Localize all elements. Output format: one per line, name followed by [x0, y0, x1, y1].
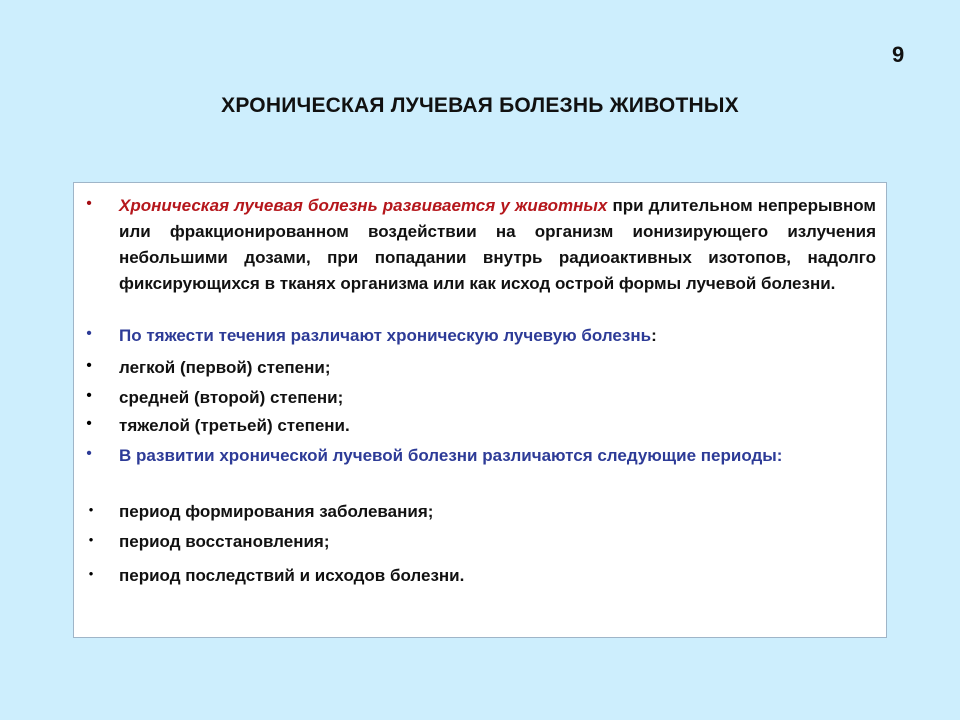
slide-title: ХРОНИЧЕСКАЯ ЛУЧЕВАЯ БОЛЕЗНЬ ЖИВОТНЫХ	[221, 94, 739, 117]
severity-2-text: средней (второй) степени;	[119, 388, 344, 407]
bullet-icon: •	[88, 502, 94, 517]
bullet-icon: •	[86, 357, 92, 374]
bullet-icon: •	[86, 445, 92, 462]
severity-1-text: легкой (первой) степени;	[119, 358, 331, 377]
bullet-icon: •	[86, 195, 92, 212]
bullet-icon: •	[86, 325, 92, 342]
content-box	[73, 182, 887, 638]
severity-intro-label: По тяжести течения различают хроническую лучевую болезнь	[119, 326, 652, 345]
period-3-text: период последствий и исходов болезни.	[119, 566, 465, 585]
bullet-icon: •	[88, 532, 94, 547]
severity-intro-text	[119, 323, 876, 349]
bullet-icon: •	[86, 387, 92, 404]
definition-term: Хроническая лучевая болезнь	[119, 196, 378, 215]
slide-number: 9	[892, 42, 905, 67]
bullet-icon: •	[88, 566, 94, 581]
definition-text	[119, 193, 876, 297]
severity-intro-suffix: :	[651, 326, 657, 345]
period-2-text: период восстановления;	[119, 532, 330, 551]
definition-rest: при длительном непрерывном или фракционированном воздействии на организм ионизирующего излучения небольшими дозами, при попадании внутрь радиоактивных изотопов, надолго фиксирующихся в тканях организма или как исход острой формы лучевой болезни.	[119, 196, 876, 293]
bullet-icon: •	[86, 415, 92, 432]
severity-3-text: тяжелой (третьей) степени.	[119, 416, 350, 435]
periods-intro-text: В развитии хронической лучевой болезни различаются следующие периоды:	[119, 446, 783, 465]
definition-verb-phrase: развивается у животных	[382, 196, 608, 215]
period-1-text: период формирования заболевания;	[119, 502, 434, 521]
